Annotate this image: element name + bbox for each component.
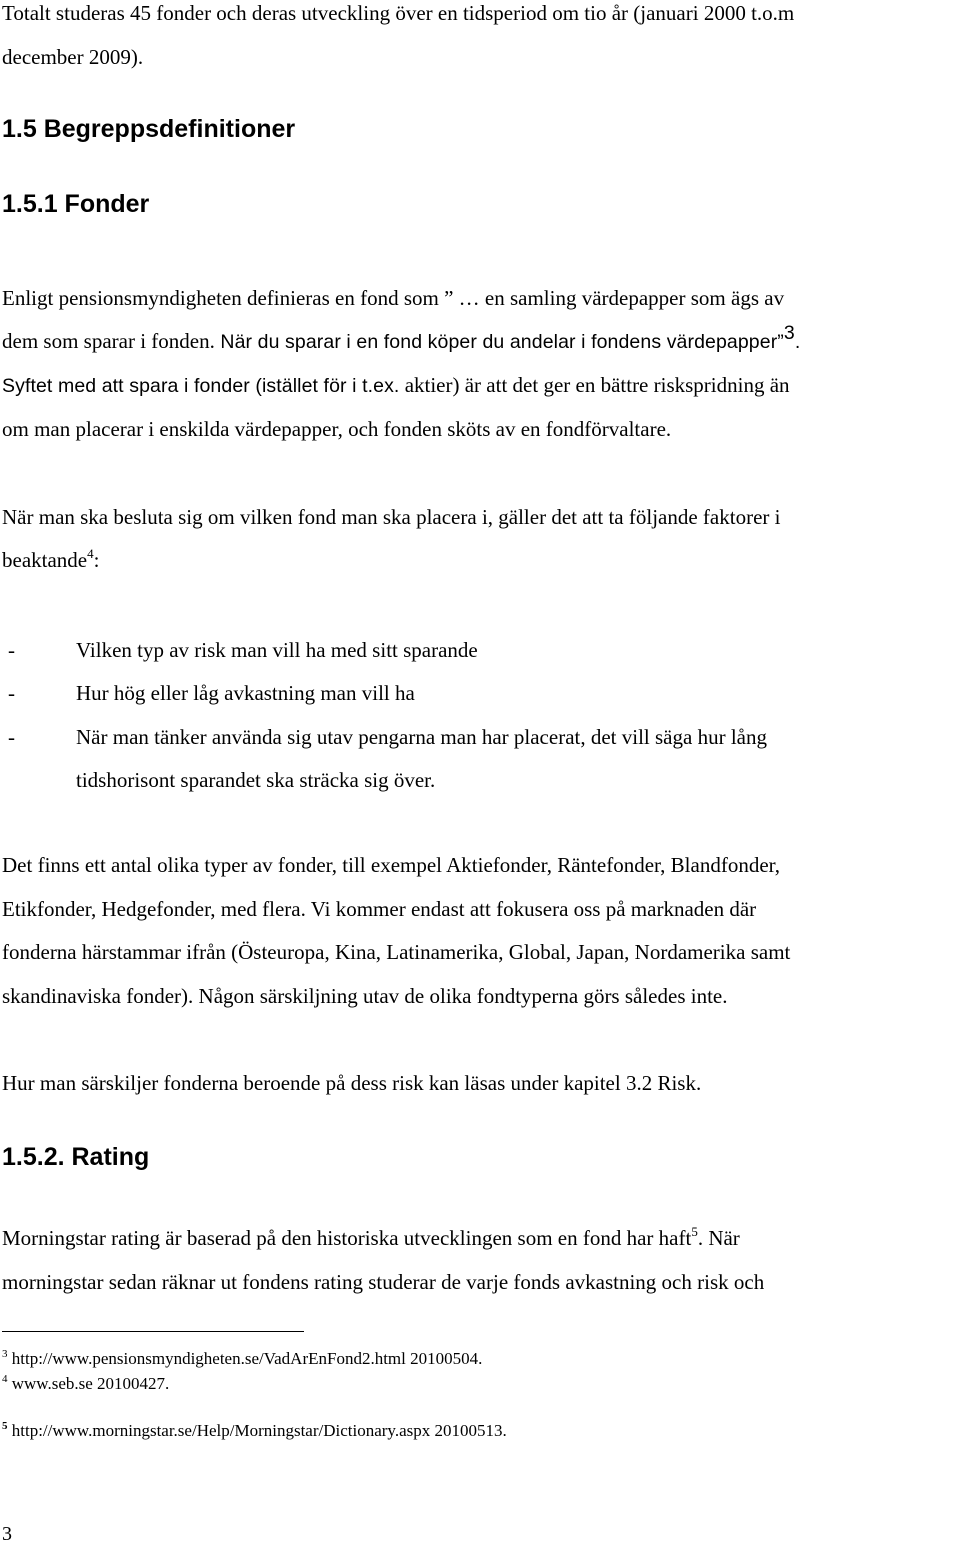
subsection-heading-fonder: 1.5.1 Fonder <box>2 190 150 218</box>
para3-line-2: Etikfonder, Hedgefonder, med flera. Vi kommer endast att fokusera oss på marknaden där <box>2 897 757 921</box>
list-dash: - <box>8 638 15 662</box>
footnote-link[interactable]: www.seb.se 20100427. <box>11 1374 170 1393</box>
para5-line-2: morningstar sedan räknar ut fondens rating studerar de varje fonds avkastning och risk och <box>2 1270 765 1294</box>
footnote-ref-4: 4 <box>87 546 94 561</box>
para1-line-2-end: . <box>794 331 801 353</box>
para1-line-4: om man placerar i enskilda värdepapper, och fonden sköts av en fondförvaltare. <box>2 417 672 441</box>
para5-line-1 <box>2 1224 740 1250</box>
footnote-number: 3 <box>2 1348 8 1360</box>
para1-line-2-sans: När du sparar i en fond köper du andelar i fondens värdepapper” <box>214 331 784 353</box>
list-item-text: Hur hög eller låg avkastning man vill ha <box>76 681 415 705</box>
footnote-link[interactable]: http://www.morningstar.se/Help/Morningstar/Dictionary.aspx 20100513. <box>11 1421 507 1440</box>
para1-line-3-sans: Syftet med att spara i fonder (istället för i t.ex. <box>2 375 400 397</box>
page-number: 3 <box>2 1523 12 1545</box>
para3-line-4: skandinaviska fonder). Någon särskiljning utav de olika fondtyperna görs således inte. <box>2 984 728 1008</box>
para5-line-1-end: . När <box>697 1226 740 1250</box>
para4: Hur man särskiljer fonderna beroende på dess risk kan läsas under kapitel 3.2 Risk. <box>2 1071 702 1095</box>
footnote-4 <box>2 1374 169 1394</box>
para5-line-1-text: Morningstar rating är baserad på den historiska utvecklingen som en fond har haft <box>2 1226 692 1250</box>
footnote-link[interactable]: http://www.pensionsmyndigheten.se/VadArEnFond2.html 20100504. <box>11 1349 483 1368</box>
list-item-continuation-text: tidshorisont sparandet ska sträcka sig över. <box>76 768 436 792</box>
list-item-text: När man tänker använda sig utav pengarna man har placerat, det vill säga hur lång <box>76 725 767 749</box>
para1-line-2 <box>2 322 801 353</box>
list-item-text: Vilken typ av risk man vill ha med sitt sparande <box>76 638 478 662</box>
list-dash: - <box>8 681 15 705</box>
para3-line-3: fonderna härstammar ifrån (Östeuropa, Kina, Latinamerika, Global, Japan, Nordamerika samt <box>2 940 791 964</box>
para2-line-1: När man ska besluta sig om vilken fond man ska placera i, gäller det att ta följande faktorer i <box>2 505 781 529</box>
para3-line-1: Det finns ett antal olika typer av fonder, till exempel Aktiefonder, Räntefonder, Blandfonder, <box>2 853 781 877</box>
section-heading: 1.5 Begreppsdefinitioner <box>2 115 296 143</box>
list-dash: - <box>8 725 15 749</box>
intro-line-1: Totalt studeras 45 fonder och deras utveckling över en tidsperiod om tio år (januari 2000 t.o.m <box>2 1 795 25</box>
para2-line-2 <box>2 546 100 572</box>
footnote-separator <box>2 1331 304 1332</box>
footnote-number: 5 <box>2 1420 8 1432</box>
para1-line-3-serif: aktier) är att det ger en bättre riskspridning än <box>399 373 790 397</box>
subsection-heading-rating: 1.5.2. Rating <box>2 1143 150 1171</box>
para1-line-3 <box>2 375 790 397</box>
footnote-ref-3: 3 <box>783 322 795 344</box>
footnote-5 <box>2 1421 507 1441</box>
footnote-3 <box>2 1349 482 1369</box>
footnote-number: 4 <box>2 1373 8 1385</box>
para1-line-1: Enligt pensionsmyndigheten definieras en fond som ” … en samling värdepapper som ägs av <box>2 286 785 310</box>
intro-line-2: december 2009). <box>2 45 144 69</box>
para1-line-2-serif: dem som sparar i fonden. <box>2 329 215 353</box>
para2-line-2-text: beaktande <box>2 548 88 572</box>
para2-line-2-end: : <box>93 548 100 572</box>
footnote-ref-5: 5 <box>691 1224 698 1239</box>
